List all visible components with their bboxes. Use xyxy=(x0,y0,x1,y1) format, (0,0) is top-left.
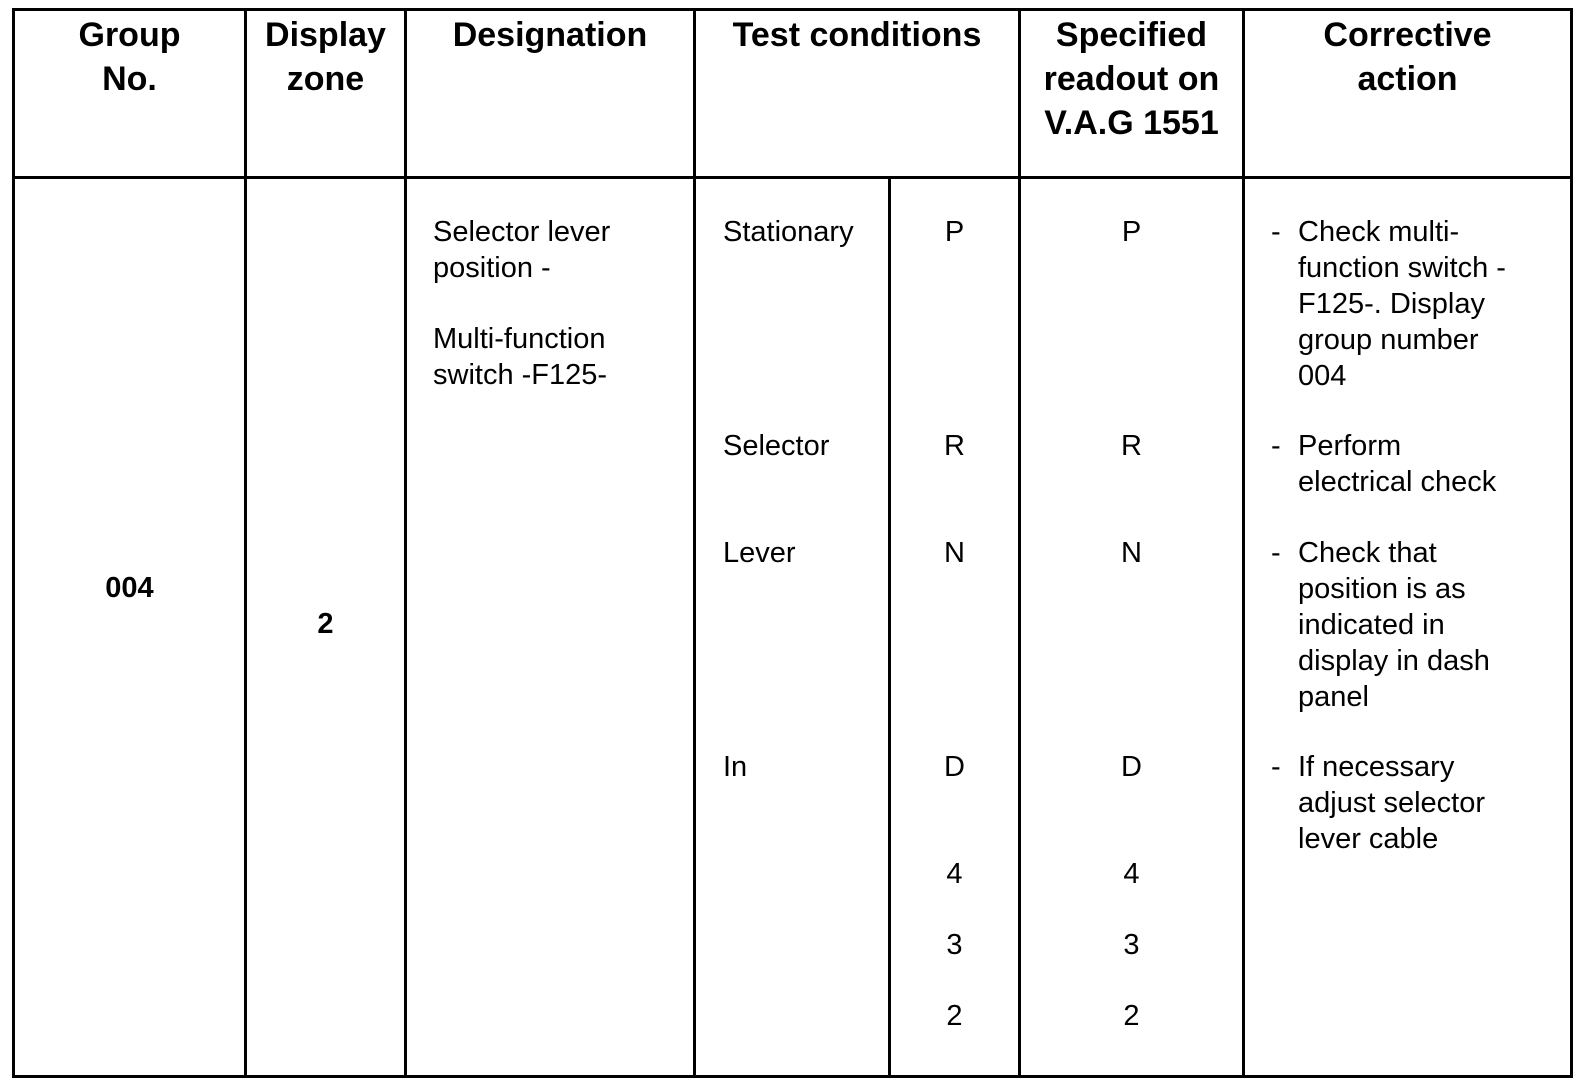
readout-4: 4 xyxy=(1123,858,1140,890)
readout-2: 2 xyxy=(1123,1000,1140,1032)
diagnostic-table xyxy=(12,8,1573,1078)
header-group-no: Group No. xyxy=(78,16,181,98)
col-divider xyxy=(693,11,696,1075)
group-number: 004 xyxy=(105,572,154,604)
position-2: 2 xyxy=(946,1000,963,1032)
action-electrical-check: Perform electrical check xyxy=(1298,430,1497,498)
designation-text: Selector lever position - xyxy=(433,216,611,284)
position-4: 4 xyxy=(946,858,963,890)
position-p: P xyxy=(944,216,965,248)
action-bullet: - xyxy=(1271,216,1281,248)
condition-lever: Lever xyxy=(723,537,796,569)
readout-n: N xyxy=(1121,537,1142,569)
action-bullet: - xyxy=(1271,537,1281,569)
readout-d: D xyxy=(1121,751,1142,783)
header-display-zone: Display zone xyxy=(265,16,386,98)
display-zone-value: 2 xyxy=(317,608,334,640)
position-d: D xyxy=(944,751,965,783)
readout-p: P xyxy=(1121,216,1142,248)
col-divider xyxy=(404,11,407,1075)
action-bullet: - xyxy=(1271,430,1281,462)
header-specified-readout: Specified readout on V.A.G 1551 xyxy=(1043,16,1220,142)
action-check-position: Check that position is as indicated in display in dash panel xyxy=(1298,537,1490,713)
position-3: 3 xyxy=(946,929,963,961)
header-divider xyxy=(15,176,1570,179)
condition-stationary: Stationary xyxy=(723,216,854,248)
col-divider xyxy=(244,11,247,1075)
readout-r: R xyxy=(1121,430,1142,462)
header-test-conditions: Test conditions xyxy=(732,16,982,54)
action-check-switch: Check multi- function switch - F125-. Display group number 004 xyxy=(1298,216,1506,392)
action-adjust-cable: If necessary adjust selector lever cable xyxy=(1298,751,1485,855)
condition-in: In xyxy=(723,751,748,783)
position-n: N xyxy=(944,537,965,569)
col-divider xyxy=(1242,11,1245,1075)
action-bullet: - xyxy=(1271,751,1281,783)
readout-3: 3 xyxy=(1123,929,1140,961)
header-corrective-action: Corrective action xyxy=(1323,16,1492,98)
designation-switch: Multi-function switch -F125- xyxy=(433,323,608,391)
condition-selector: Selector xyxy=(723,430,830,462)
position-r: R xyxy=(944,430,965,462)
header-designation: Designation xyxy=(452,16,648,54)
